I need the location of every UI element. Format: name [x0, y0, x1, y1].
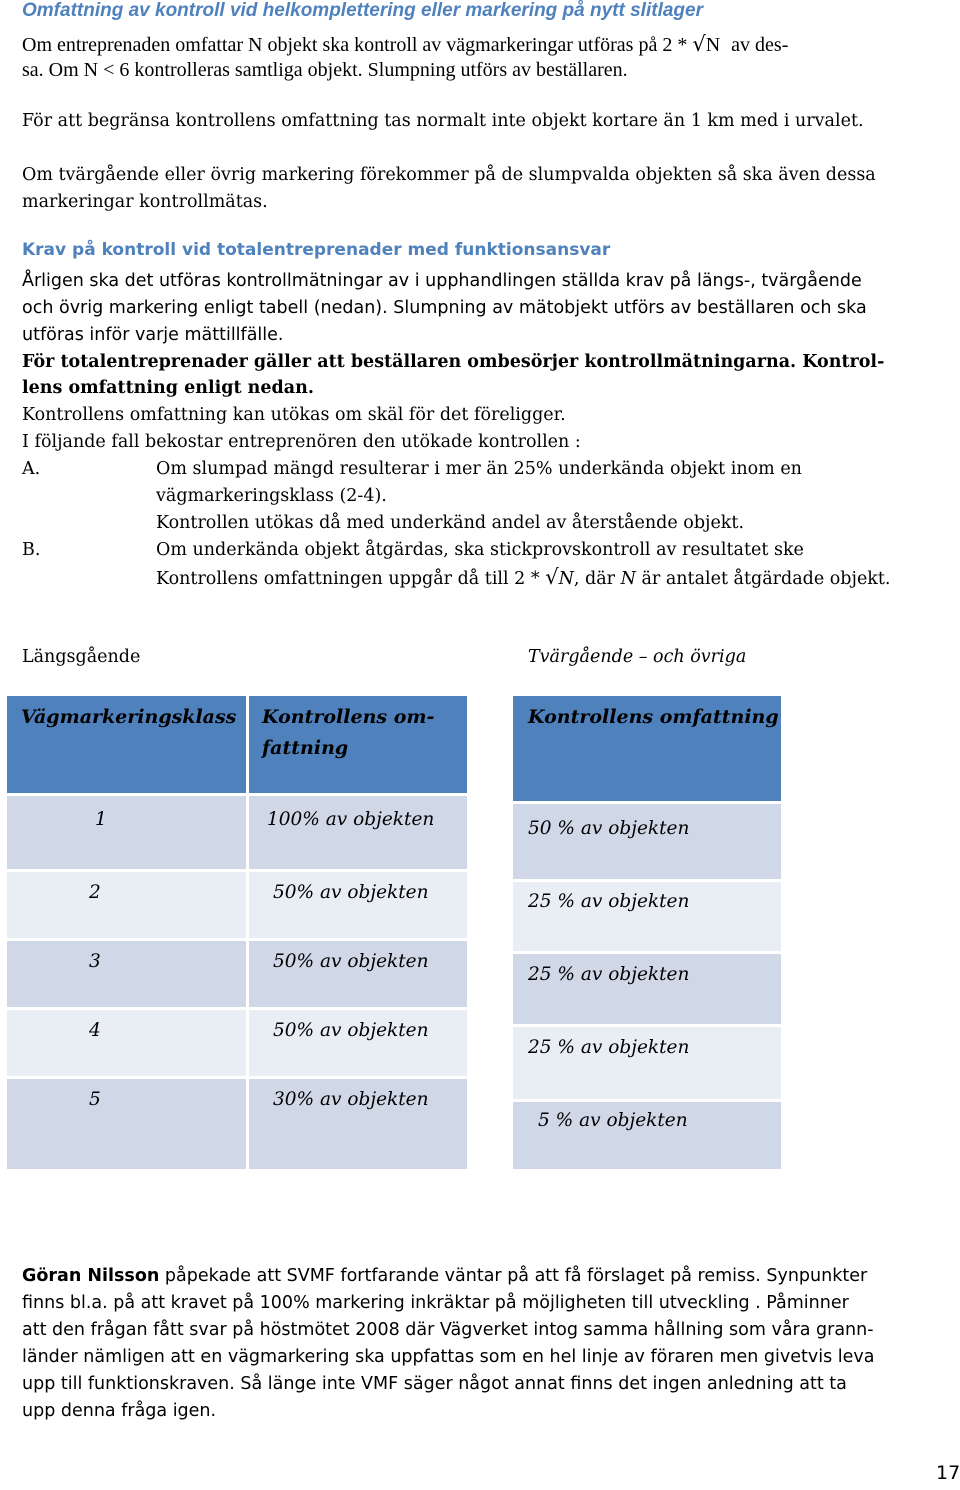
footer-line2: finns bl.a. på att kravet på 100% markering inkräktar på möjligheten till utveckling . Påminner: [22, 1293, 849, 1313]
paragraph-begransa: För att begränsa kontrollens omfattning tas normalt inte objekt kortare än 1 km med i urvalet.: [22, 111, 864, 131]
table-header-cell: [249, 696, 467, 793]
footer-line1: [22, 1263, 867, 1290]
bold-paragraph-line2: lens omfattning enligt nedan.: [22, 378, 314, 398]
text-fragment: , där: [573, 569, 621, 589]
paragraph-foljande: I följande fall bekostar entreprenören den utökade kontrollen :: [22, 432, 581, 452]
paragraph-omfattning-line2: sa. Om N < 6 kontrolleras samtliga objekt. Slumpning utförs av beställaren.: [22, 59, 628, 81]
table-row: [7, 796, 246, 869]
table-row: [249, 941, 467, 1007]
page-number: 17: [936, 1462, 960, 1484]
table-row: [513, 882, 781, 951]
sqrt-symbol: √: [545, 565, 559, 589]
paragraph-arligen-line3: utföras inför varje mättillfälle.: [22, 325, 284, 345]
header-kontrollens-omfattning-line2: fattning: [262, 737, 349, 759]
bold-paragraph-line1: För totalentreprenader gäller att beställaren ombesörjer kontrollmätningarna. Kontrol-: [22, 352, 885, 372]
footer-name: Göran Nilsson: [22, 1266, 160, 1286]
text-fragment: påpekade att SVMF fortfarande väntar på att få förslaget på remiss. Synpunkter: [159, 1266, 868, 1286]
sqrt-symbol: √: [692, 32, 706, 56]
table-row: [513, 804, 781, 879]
list-item-a-line2: vägmarkeringsklass (2-4).: [156, 486, 387, 506]
paragraph-omfattning-line1: [22, 31, 788, 58]
table-row: [249, 1010, 467, 1076]
cell-omfattning: 30% av objekten: [273, 1089, 429, 1110]
table-row: [513, 1027, 781, 1099]
table-row: [249, 872, 467, 938]
paragraph-tvargaende-line2: markeringar kontrollmätas.: [22, 192, 268, 212]
cell-klass: 3: [89, 951, 101, 972]
list-label-b: B.: [22, 540, 41, 560]
cell-omfattning: 50% av objekten: [273, 1020, 429, 1041]
cell-klass: 2: [89, 882, 101, 903]
table-header-cell: [513, 696, 781, 801]
cell-omfattning: 25 % av objekten: [528, 1037, 690, 1058]
cell-klass: 4: [89, 1020, 101, 1041]
header-kontrollens-omfattning: Kontrollens omfattning: [528, 706, 779, 728]
table-row: [249, 796, 467, 869]
table-header-cell: [7, 696, 246, 793]
cell-omfattning: 25 % av objekten: [528, 891, 690, 912]
cell-omfattning: 25 % av objekten: [528, 964, 690, 985]
section-heading-krav: Krav på kontroll vid totalentreprenader med funktionsansvar: [22, 240, 611, 260]
text-fragment: av des-: [726, 34, 789, 56]
paragraph-utokas: Kontrollens omfattning kan utökas om skäl för det föreligger.: [22, 405, 566, 425]
table-row: [7, 1079, 246, 1169]
footer-line3: att den frågan fått svar på höstmötet 2008 där Vägverket intog samma hållning som våra grann-: [22, 1320, 874, 1340]
list-item-a-line3: Kontrollen utökas då med underkänd andel av återstående objekt.: [156, 513, 745, 533]
footer-line5: upp till funktionskraven. Så länge inte VMF säger något annat finns det ingen anledning att ta: [22, 1374, 847, 1394]
table-row: [513, 954, 781, 1024]
text-fragment: Kontrollens omfattningen uppgår då till 2 *: [156, 569, 546, 589]
table-caption-tvargaende: Tvärgående – och övriga: [528, 647, 747, 667]
text-fragment: N: [620, 569, 636, 589]
cell-klass: 1: [95, 809, 107, 830]
table-row: [7, 941, 246, 1007]
cell-omfattning: 100% av objekten: [267, 809, 435, 830]
section-heading-omfattning: Omfattning av kontroll vid helkomplettering eller markering på nytt slitlager: [22, 0, 703, 21]
list-label-a: A.: [22, 459, 41, 479]
header-vagmarkeringsklass: Vägmarkeringsklass: [21, 706, 237, 728]
paragraph-arligen-line2: och övrig markering enligt tabell (nedan). Slumpning av mätobjekt utförs av beställaren och ska: [22, 298, 867, 318]
text-fragment: är antalet åtgärdade objekt.: [635, 569, 891, 589]
cell-omfattning: 50% av objekten: [273, 882, 429, 903]
footer-line6: upp denna fråga igen.: [22, 1401, 217, 1421]
table-row: [7, 872, 246, 938]
footer-line4: länder nämligen att en vägmarkering ska uppfattas som en hel linje av föraren men givetvis leva: [22, 1347, 875, 1367]
cell-omfattning: 5 % av objekten: [538, 1110, 688, 1131]
text-fragment: N: [705, 34, 721, 56]
cell-omfattning: 50 % av objekten: [528, 818, 690, 839]
cell-klass: 5: [89, 1089, 101, 1110]
paragraph-arligen-line1: Årligen ska det utföras kontrollmätningar av i upphandlingen ställda krav på längs-, tvärgående: [22, 271, 862, 291]
paragraph-tvargaende-line1: Om tvärgående eller övrig markering förekommer på de slumpvalda objekten så ska även dessa: [22, 165, 876, 185]
table-row: [513, 1102, 781, 1169]
table-row: [7, 1010, 246, 1076]
list-item-b-line1: Om underkända objekt åtgärdas, ska stickprovskontroll av resultatet ske: [156, 540, 804, 560]
list-item-b-line2: [156, 564, 891, 593]
text-fragment: N: [558, 569, 574, 589]
text-fragment: Om entreprenaden omfattar N objekt ska kontroll av vägmarkeringar utföras på 2 *: [22, 34, 693, 56]
header-kontrollens-omfattning-line1: Kontrollens om-: [262, 706, 435, 728]
cell-omfattning: 50% av objekten: [273, 951, 429, 972]
table-row: [249, 1079, 467, 1169]
list-item-a-line1: Om slumpad mängd resulterar i mer än 25% underkända objekt inom en: [156, 459, 802, 479]
table-caption-langsgaende: Längsgående: [22, 647, 141, 667]
